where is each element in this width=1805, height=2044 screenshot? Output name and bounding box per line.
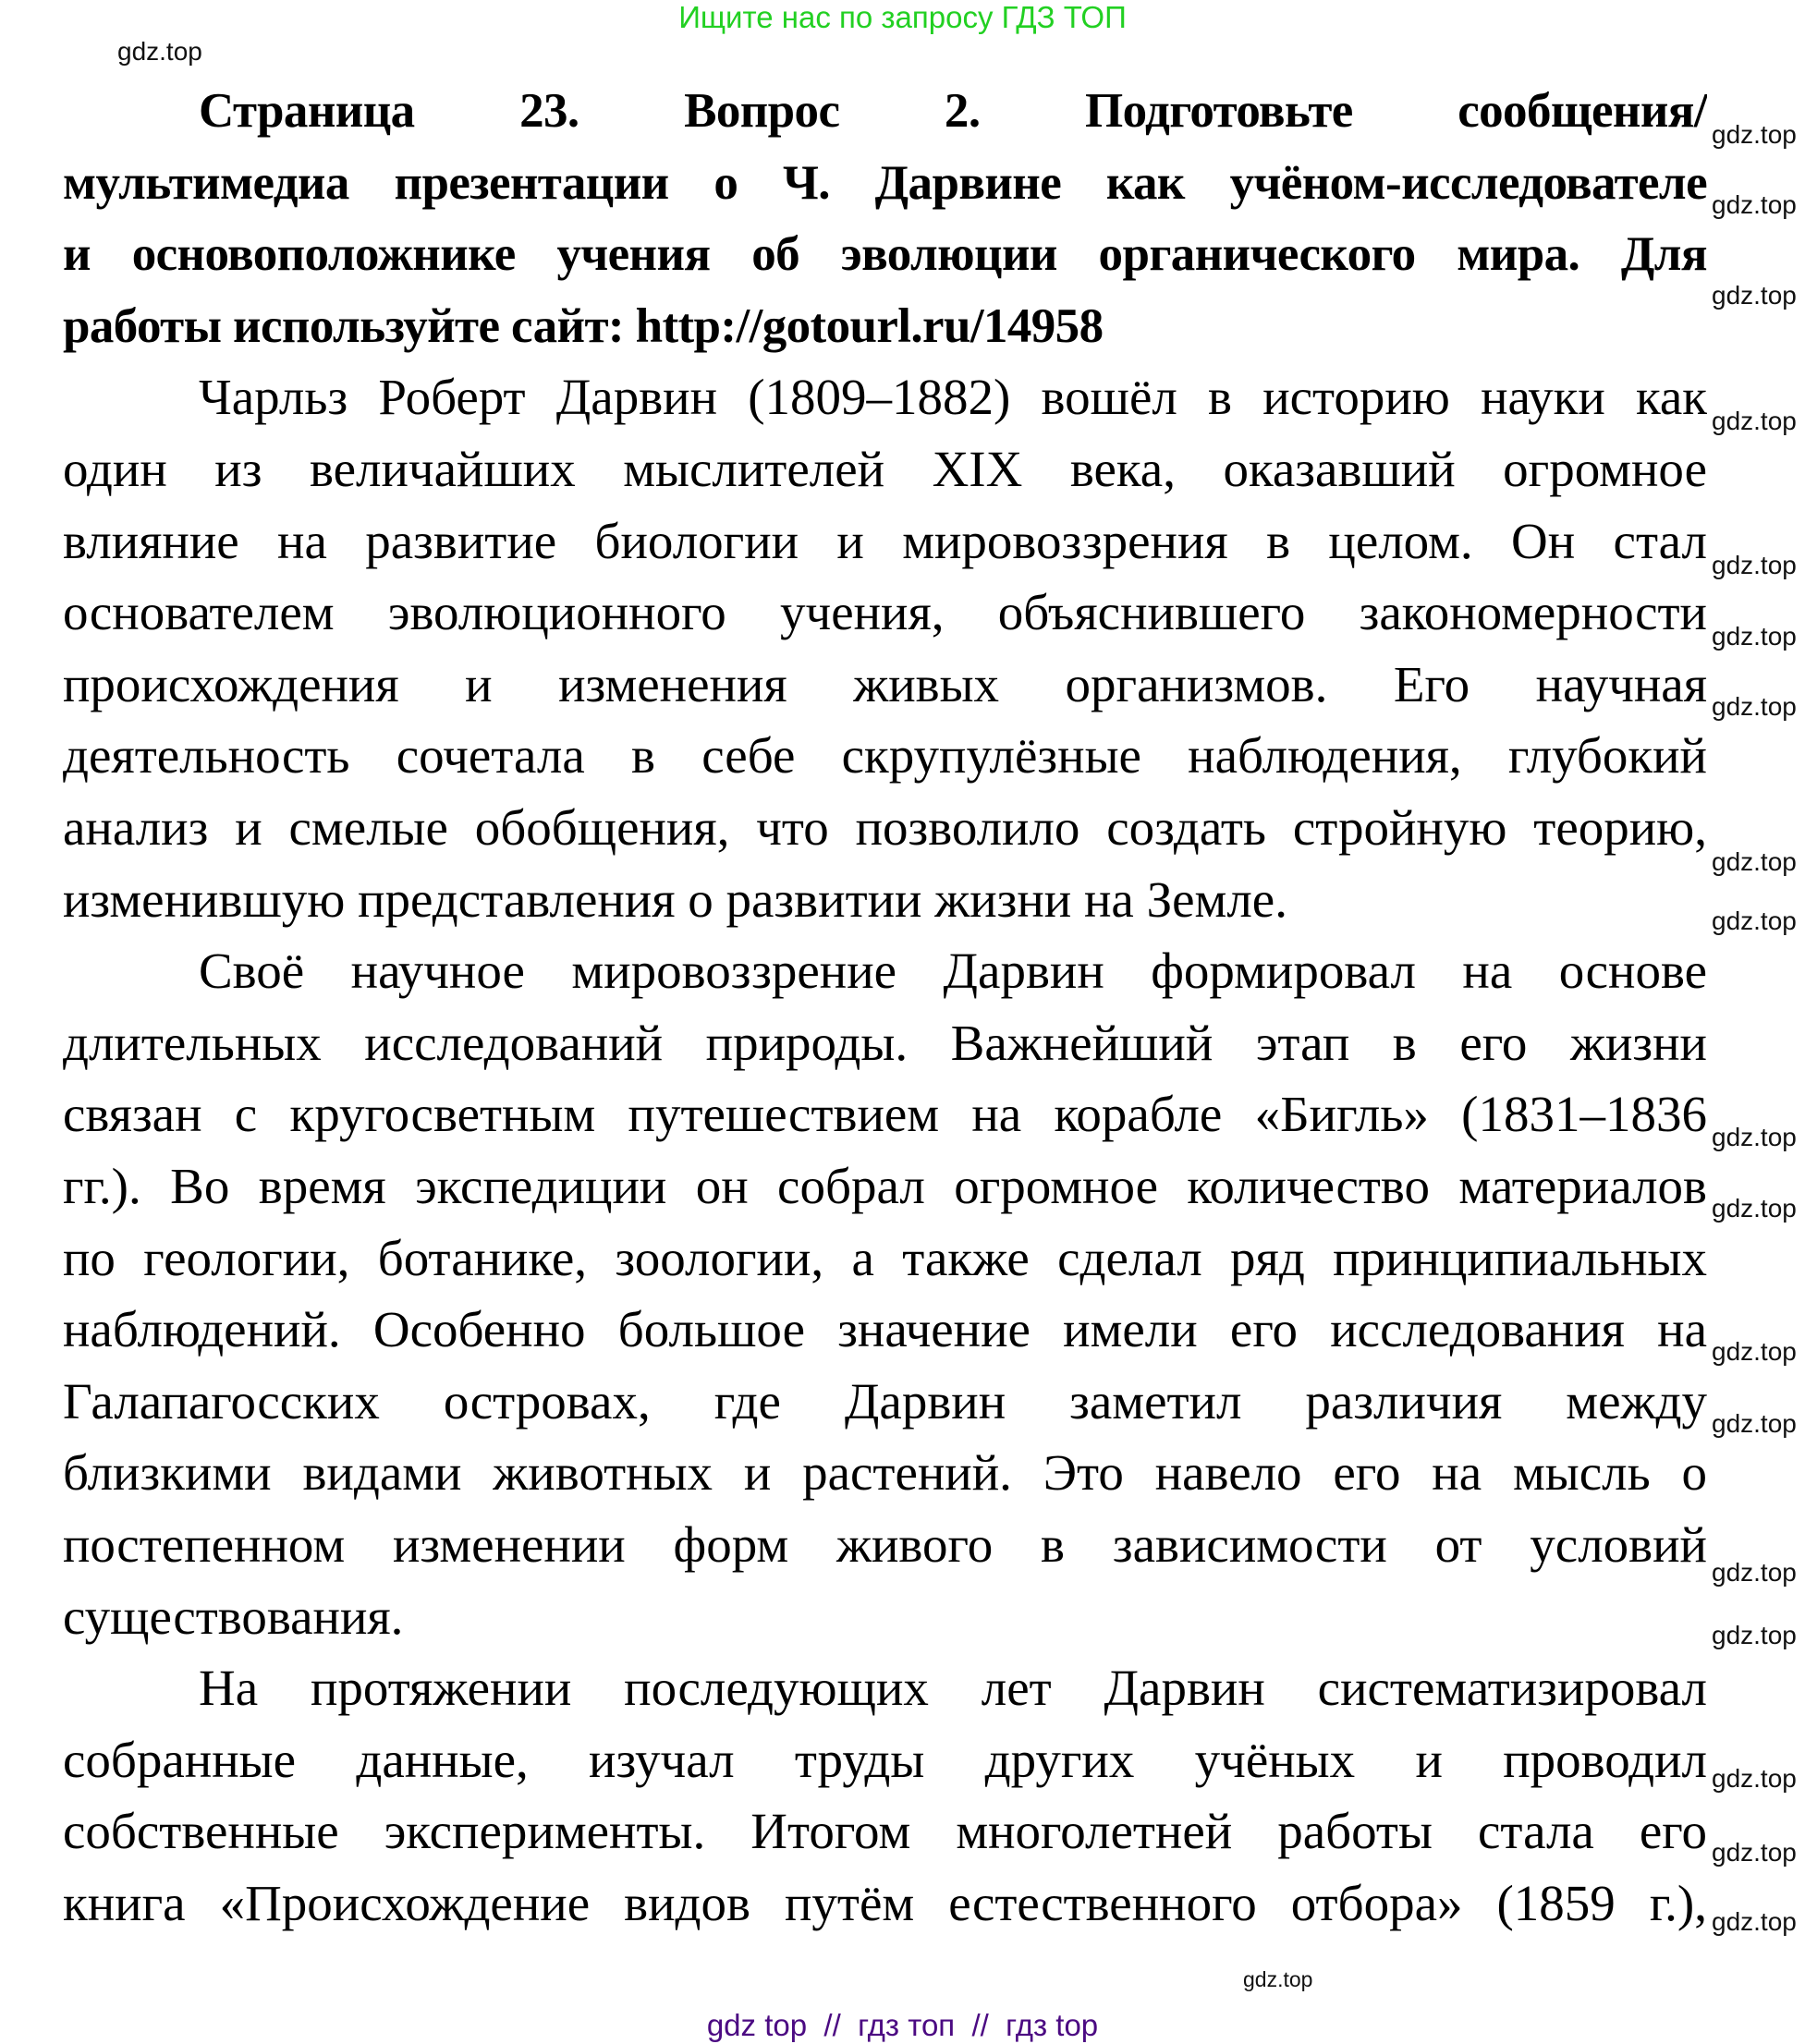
watermark-text: gdz.top xyxy=(1712,847,1797,876)
watermark-text: gdz.top xyxy=(1712,1907,1797,1936)
paragraph-line: основателем эволюционного учения, объяснившего закономерности xyxy=(63,584,1707,641)
paragraph-line: постепенном изменении форм живого в зависимости от условий xyxy=(63,1516,1707,1573)
watermark-text: gdz.top xyxy=(1243,1967,1313,1991)
paragraph-line: один из величайших мыслителей XIX века, оказавший огромное xyxy=(63,441,1707,497)
paragraph-line: наблюдений. Особенно большое значение имели его исследования на xyxy=(63,1301,1707,1358)
watermark-text: gdz.top xyxy=(1712,1838,1797,1867)
paragraph-line: существования. xyxy=(63,1588,404,1645)
watermark-text: gdz.top xyxy=(1712,551,1797,579)
watermark-text: gdz.top xyxy=(1712,1194,1797,1223)
paragraph-line: происхождения и изменения живых организмов. Его научная xyxy=(63,655,1707,712)
watermark-text: gdz.top xyxy=(1712,1764,1797,1793)
paragraph-line: анализ и смелые обобщения, что позволило создать стройную теорию, xyxy=(63,799,1707,856)
search-banner: Ищите нас по запросу ГДЗ ТОП xyxy=(678,0,1127,34)
watermark-text: gdz.top xyxy=(1712,120,1797,149)
watermark-text: gdz.top xyxy=(1712,1621,1797,1649)
watermark-text: gdz.top xyxy=(1712,281,1797,310)
paragraph-line: связан с кругосветным путешествием на корабле «Бигль» (1831–1836 xyxy=(63,1086,1707,1143)
paragraph-line: Своё научное мировоззрение Дарвин формировал на основе xyxy=(199,943,1707,1000)
paragraph-line: по геологии, ботанике, зоологии, а также сделал ряд принципиальных xyxy=(63,1229,1707,1286)
paragraph-line: На протяжении последующих лет Дарвин систематизировал xyxy=(199,1660,1707,1717)
watermark-text: gdz.top xyxy=(1712,190,1797,219)
watermark-text: gdz.top xyxy=(1712,1409,1797,1438)
watermark-text: gdz.top xyxy=(117,37,202,66)
question-heading-line: мультимедиа презентации о Ч. Дарвине как учёном-исследователе xyxy=(63,155,1707,210)
watermark-text: gdz.top xyxy=(1712,692,1797,721)
watermark-text: gdz.top xyxy=(1712,1337,1797,1366)
paragraph-line: изменившую представления о развитии жизни на Земле. xyxy=(63,870,1287,928)
paragraph-line: Галапагосских островах, где Дарвин заметил различия между xyxy=(63,1372,1707,1430)
watermark-text: gdz.top xyxy=(1712,622,1797,651)
watermark-text: gdz.top xyxy=(1712,1123,1797,1151)
watermark-text: gdz.top xyxy=(1712,407,1797,435)
watermark-text: gdz.top xyxy=(1712,1558,1797,1587)
paragraph-line: близкими видами животных и растений. Это навело его на мысль о xyxy=(63,1444,1707,1502)
question-heading-line: работы используйте сайт: http://gotourl.ru/14958 xyxy=(63,298,1104,353)
question-heading-line: и основоположнике учения об эволюции органического мира. Для xyxy=(63,227,1707,282)
paragraph-line: Чарльз Роберт Дарвин (1809–1882) вошёл в историю науки как xyxy=(199,369,1707,426)
paragraph-line: собственные эксперименты. Итогом многолетней работы стала его xyxy=(63,1803,1707,1860)
paragraph-line: собранные данные, изучал труды других учёных и проводил xyxy=(63,1731,1707,1788)
paragraph-line: деятельность сочетала в себе скрупулёзные наблюдения, глубокий xyxy=(63,727,1707,785)
paragraph-line: влияние на развитие биологии и мировоззрения в целом. Он стал xyxy=(63,512,1707,569)
footer-links: gdz top // гдз топ // гдз top xyxy=(706,2008,1099,2042)
question-heading-line: Страница 23. Вопрос 2. Подготовьте сообщения/ xyxy=(199,84,1707,138)
paragraph-line: книга «Происхождение видов путём естественного отбора» (1859 г.), xyxy=(63,1875,1707,1931)
paragraph-line: гг.). Во время экспедиции он собрал огромное количество материалов xyxy=(63,1158,1707,1214)
paragraph-line: длительных исследований природы. Важнейший этап в его жизни xyxy=(63,1014,1707,1071)
watermark-text: gdz.top xyxy=(1712,906,1797,935)
